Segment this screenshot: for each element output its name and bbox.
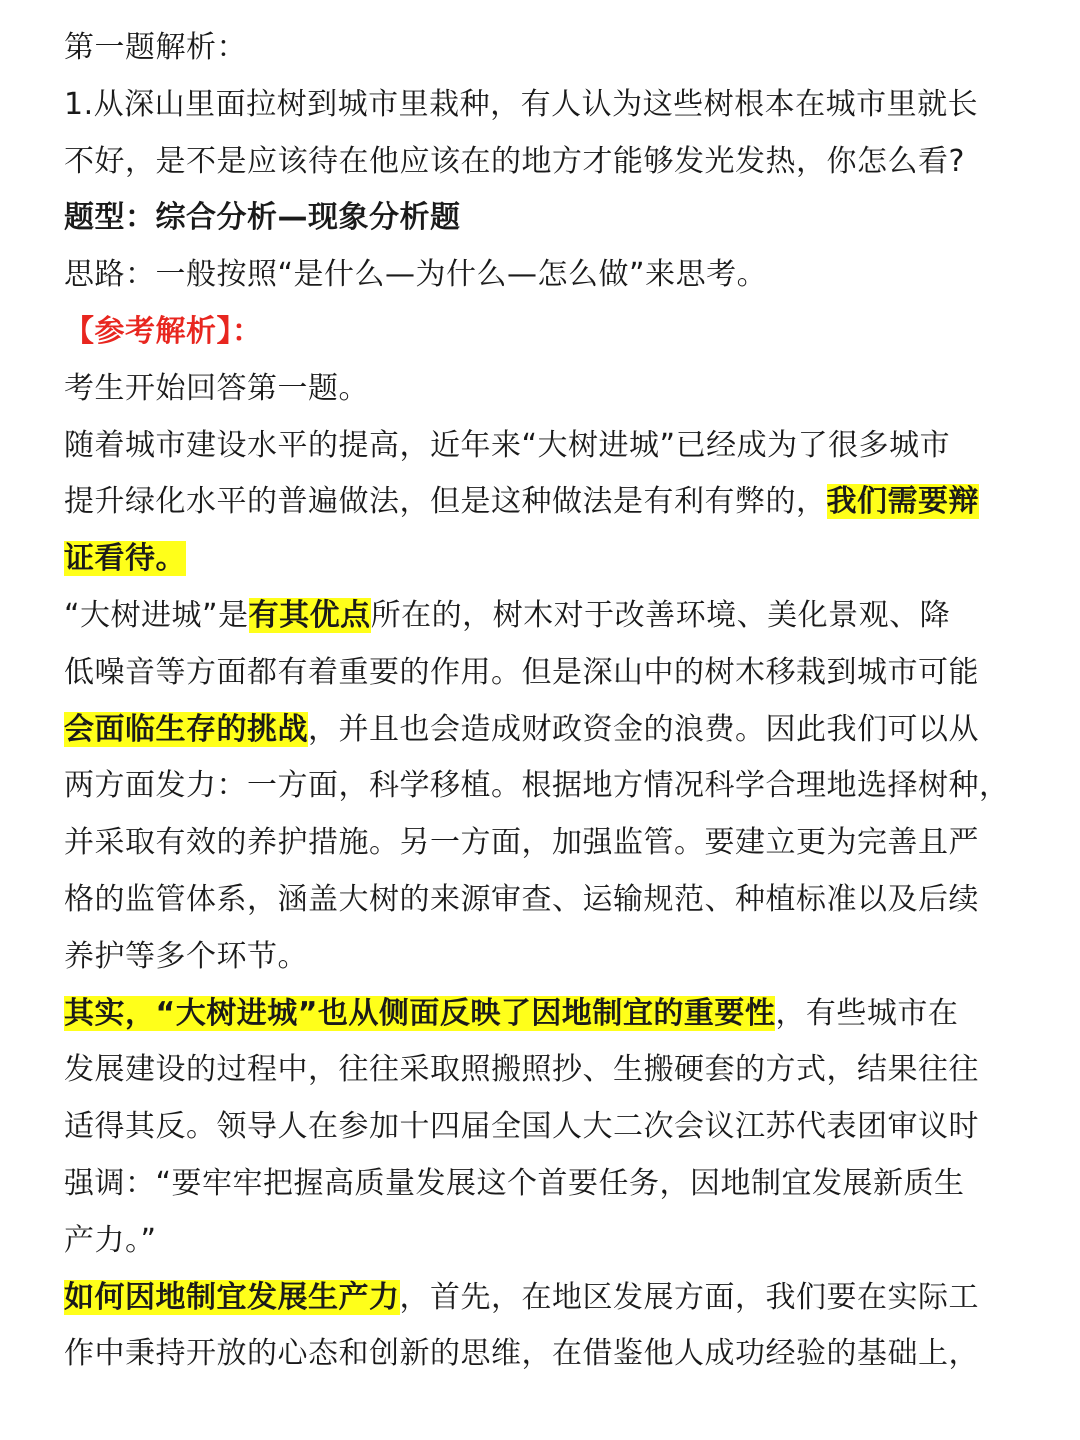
thinking-approach: 思路：一般按照“是什么—为什么—怎么做”来思考。	[64, 257, 768, 293]
question-line-1: 1.从深山里面拉树到城市里栽种，有人认为这些树根本在城市里就长	[64, 86, 979, 122]
text-run: ，有些城市在	[775, 995, 959, 1031]
highlight-text: 证看待。	[64, 541, 186, 577]
text-run: 提升绿化水平的普遍做法，但是这种做法是有利有弊的，	[64, 484, 827, 520]
highlight-text: 其实，“大树进城”也从侧面反映了因地制宜的重要性	[64, 995, 776, 1031]
paragraph-2-line-1	[64, 588, 1024, 645]
paragraph-4-line-1	[64, 1270, 1024, 1327]
paragraph-3-line-3: 适得其反。领导人在参加十四届全国人大二次会议江苏代表团审议时	[64, 1109, 979, 1145]
paragraph-3-line-5: 产力。”	[64, 1222, 157, 1258]
question-line-2: 不好，是不是应该待在他应该在的地方才能够发光发热，你怎么看?	[64, 143, 965, 179]
text-run: ，首先，在地区发展方面，我们要在实际工	[399, 1279, 979, 1315]
question-type: 题型：综合分析—现象分析题	[64, 200, 461, 236]
paragraph-1-line-3	[64, 531, 1024, 588]
text-run: ，并且也会造成财政资金的浪费。因此我们可以从	[308, 711, 979, 747]
paragraph-1-line-2	[64, 474, 1024, 531]
text-run: “大树进城”是	[64, 597, 249, 633]
section-heading: 第一题解析：	[64, 30, 247, 65]
paragraph-2-line-5: 并采取有效的养护措施。另一方面，加强监管。要建立更为完善且严	[64, 825, 979, 861]
paragraph-2-line-4: 两方面发力：一方面，科学移植。根据地方情况科学合理地选择树种，	[64, 768, 1010, 804]
paragraph-2-line-3	[64, 702, 1024, 759]
paragraph-2-line-2: 低噪音等方面都有着重要的作用。但是深山中的树木移栽到城市可能	[64, 654, 979, 690]
paragraph-3-line-1	[64, 986, 1024, 1043]
highlight-text: 会面临生存的挑战	[64, 711, 308, 747]
paragraph-4-line-2: 作中秉持开放的心态和创新的思维，在借鉴他人成功经验的基础上，	[64, 1336, 979, 1372]
reference-label: 【参考解析】：	[64, 313, 263, 349]
start-answer-line: 考生开始回答第一题。	[64, 370, 369, 406]
paragraph-3-line-2: 发展建设的过程中，往往采取照搬照抄、生搬硬套的方式，结果往往	[64, 1052, 979, 1088]
highlight-text: 我们需要辩	[826, 484, 979, 520]
highlight-text: 有其优点	[248, 597, 371, 633]
paragraph-2-line-7: 养护等多个环节。	[64, 938, 308, 974]
text-run: 所在的，树木对于改善环境、美化景观、降	[370, 597, 951, 633]
paragraph-3-line-4: 强调：“要牢牢把握高质量发展这个首要任务，因地制宜发展新质生	[64, 1165, 965, 1201]
paragraph-2-line-6: 格的监管体系，涵盖大树的来源审查、运输规范、种植标准以及后续	[64, 881, 979, 917]
paragraph-1-line-1: 随着城市建设水平的提高，近年来“大树进城”已经成为了很多城市	[64, 427, 951, 463]
highlight-text: 如何因地制宜发展生产力	[64, 1279, 400, 1315]
